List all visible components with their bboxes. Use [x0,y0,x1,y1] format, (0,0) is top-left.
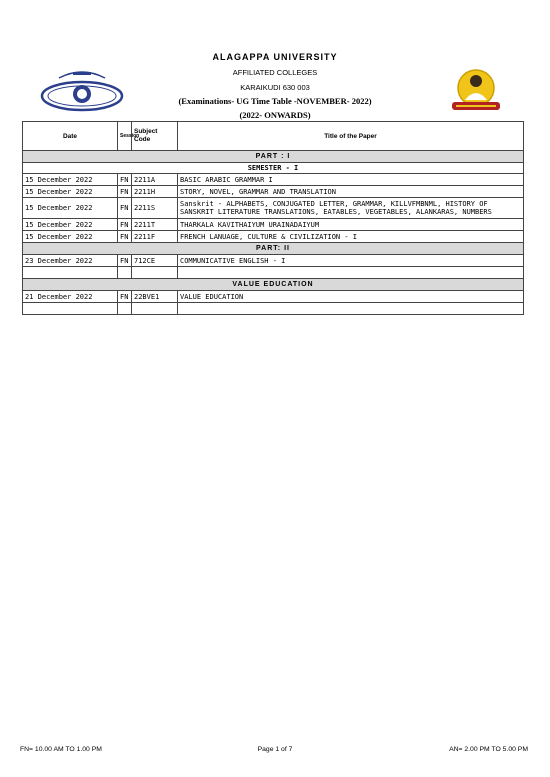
code-cell: 22BVE1 [132,291,178,303]
table-row [23,198,524,219]
date-cell: 23 December 2022 [23,255,118,267]
col-title: Title of the Paper [178,122,524,151]
code-cell: 2211F [132,231,178,243]
fn-timing: FN= 10.00 AM TO 1.00 PM [20,746,102,753]
title-cell: COMMUNICATIVE ENGLISH - I [178,255,524,267]
table-row [23,219,524,231]
session-cell: FN [118,291,132,303]
onwards-label: (2022- ONWARDS) [239,110,311,120]
code-cell: 712CE [132,255,178,267]
part-heading: PART: II [23,243,524,255]
table-row [23,255,524,267]
exam-title: (Examinations- UG Time Table -NOVEMBER- 2022) [178,96,372,106]
col-subject-code: Subject Code [132,122,178,151]
table-row [23,174,524,186]
an-timing: AN= 2.00 PM TO 5.00 PM [449,746,528,753]
date-cell: 15 December 2022 [23,186,118,198]
col-date: Date [23,122,118,151]
affiliated-label: AFFILIATED COLLEGES [232,68,318,77]
session-cell: FN [118,174,132,186]
part-heading: VALUE EDUCATION [23,279,524,291]
code-cell: 2211H [132,186,178,198]
session-cell: FN [118,219,132,231]
page-number: Page 1 of 7 [257,746,293,753]
semester-heading: SEMESTER - I [23,163,524,174]
session-cell: FN [118,186,132,198]
title-cell: VALUE EDUCATION [178,291,524,303]
address-line: KARAIKUDI 630 003 [240,83,310,92]
date-cell: 21 December 2022 [23,291,118,303]
session-cell: FN [118,231,132,243]
date-cell: 15 December 2022 [23,231,118,243]
table-row [23,231,524,243]
col-session: Session [118,122,132,151]
date-cell: 15 December 2022 [23,198,118,219]
empty-row [23,267,524,279]
table-row [23,186,524,198]
code-cell: 2211T [132,219,178,231]
title-cell: THARKALA KAVITHAIYUM URAINADAIYUM [178,219,524,231]
title-cell: FRENCH LANUAGE, CULTURE & CIVILIZATION - I [178,231,524,243]
code-cell: 2211A [132,174,178,186]
title-cell: BASIC ARABIC GRAMMAR I [178,174,524,186]
university-name: ALAGAPPA UNIVERSITY [212,52,338,62]
code-cell: 2211S [132,198,178,219]
session-cell: FN [118,198,132,219]
table-header-row [23,122,524,151]
empty-row [23,303,524,315]
title-cell: STORY, NOVEL, GRAMMAR AND TRANSLATION [178,186,524,198]
date-cell: 15 December 2022 [23,219,118,231]
part-heading: PART : I [23,151,524,163]
table-row [23,291,524,303]
timetable [22,121,524,315]
session-cell: FN [118,255,132,267]
title-cell: Sanskrit - ALPHABETS, CONJUGATED LETTER, GRAMMAR, KILLVFMBNML, HISTORY OF SANSKRIT LITERATURE TRANSLATIONS, EATABLES, VEGETABLES, ALANKARAS, NUMBERS [178,198,524,219]
date-cell: 15 December 2022 [23,174,118,186]
